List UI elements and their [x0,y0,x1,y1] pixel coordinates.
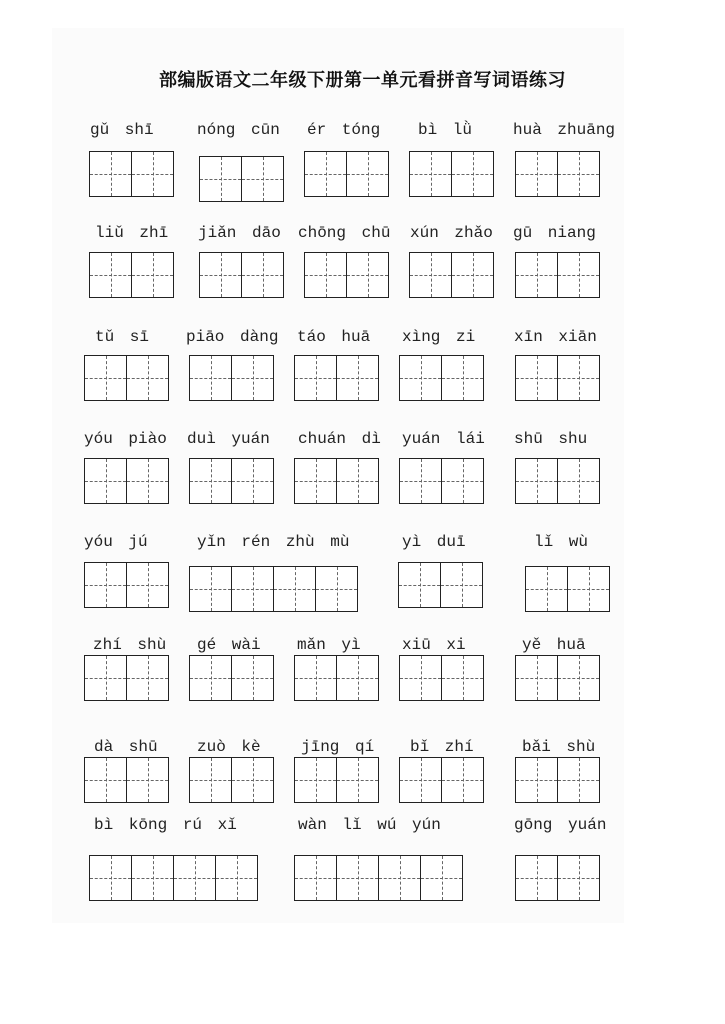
pinyin-label: piāo dàng [186,328,279,346]
writing-cell [336,758,378,802]
pinyin-label: bì kōng rú xǐ [94,816,237,834]
writing-cell [557,758,599,802]
writing-cell [557,253,599,297]
pinyin-label: mǎn yì [297,636,361,654]
pinyin-label: gé wài [197,636,261,654]
writing-grid [409,252,494,298]
writing-grid [399,757,484,803]
writing-grid [515,655,600,701]
writing-cell [557,856,599,900]
writing-cell [557,356,599,400]
writing-grid [515,252,600,298]
writing-cell [131,856,173,900]
writing-cell [400,656,441,700]
pinyin-label: bǐ zhí [410,738,474,756]
writing-grid [189,655,274,701]
pinyin-label: huà zhuāng [513,121,616,139]
writing-cell [400,459,441,503]
writing-grid [294,655,379,701]
worksheet-title: 部编版语文二年级下册第一单元看拼音写词语练习 [159,70,566,91]
writing-grid [515,855,600,901]
writing-cell [336,459,378,503]
writing-grid [84,757,169,803]
writing-grid [89,855,258,901]
writing-cell [516,656,557,700]
writing-cell [567,567,609,611]
pinyin-label: tǔ sī [95,328,150,346]
writing-cell [231,567,273,611]
pinyin-label: gū niang [513,224,596,242]
writing-grid [294,757,379,803]
writing-cell [441,459,483,503]
writing-grid [304,252,389,298]
writing-cell [131,152,173,196]
pinyin-label: ér tóng [307,121,381,139]
pinyin-label: táo huā [297,328,371,346]
writing-cell [346,152,388,196]
writing-grid [84,562,169,608]
writing-cell [90,856,131,900]
writing-cell [516,758,557,802]
writing-grid [294,355,379,401]
writing-cell [557,152,599,196]
writing-cell [126,563,168,607]
writing-cell [273,567,315,611]
writing-grid [199,252,284,298]
pinyin-label: nóng cūn [197,121,280,139]
writing-cell [190,567,231,611]
writing-cell [85,758,126,802]
pinyin-label: lǐ wù [534,533,589,551]
writing-cell [410,253,451,297]
pinyin-label: yóu piào [84,430,167,448]
pinyin-label: yóu jú [84,533,148,551]
pinyin-label: yuán lái [402,430,485,448]
pinyin-label: chōng chū [298,224,391,242]
writing-cell [295,356,336,400]
writing-cell [85,459,126,503]
writing-grid [515,151,600,197]
writing-cell [231,758,273,802]
writing-grid [399,458,484,504]
writing-cell [190,459,231,503]
writing-cell [90,253,131,297]
writing-cell [85,656,126,700]
writing-cell [295,656,336,700]
writing-grid [304,151,389,197]
writing-grid [525,566,610,612]
pinyin-label: wàn lǐ wú yún [298,816,441,834]
writing-grid [399,355,484,401]
writing-cell [451,253,493,297]
writing-cell [231,656,273,700]
writing-cell [131,253,173,297]
writing-cell [378,856,420,900]
writing-cell [126,656,168,700]
writing-cell [85,563,126,607]
writing-cell [516,152,557,196]
writing-cell [451,152,493,196]
pinyin-label: yě huā [522,636,586,654]
writing-cell [526,567,567,611]
writing-cell [231,459,273,503]
writing-cell [295,459,336,503]
writing-grid [409,151,494,197]
writing-cell [190,356,231,400]
writing-cell [410,152,451,196]
writing-cell [441,758,483,802]
writing-grid [84,655,169,701]
writing-cell [336,656,378,700]
pinyin-label: duì yuán [187,430,270,448]
writing-grid [399,655,484,701]
writing-cell [190,656,231,700]
writing-grid [84,458,169,504]
pinyin-label: liǔ zhī [95,224,169,242]
pinyin-label: yì duī [402,533,466,551]
pinyin-label: gǔ shī [90,121,154,139]
pinyin-label: xiū xi [402,636,466,654]
writing-cell [190,758,231,802]
writing-cell [200,157,241,201]
writing-cell [557,459,599,503]
writing-cell [295,856,336,900]
writing-grid [515,458,600,504]
pinyin-label: jiǎn dāo [198,224,281,242]
writing-grid [189,458,274,504]
pinyin-label: chuán dì [298,430,381,448]
pinyin-label: xìng zi [402,328,476,346]
writing-cell [200,253,241,297]
writing-grid [398,562,483,608]
pinyin-label: zuò kè [197,738,261,756]
writing-cell [346,253,388,297]
pinyin-label: bì lǜ [418,121,473,139]
writing-cell [231,356,273,400]
writing-cell [295,758,336,802]
writing-grid [199,156,284,202]
writing-grid [189,566,358,612]
writing-grid [515,355,600,401]
writing-cell [241,253,283,297]
writing-cell [126,459,168,503]
pinyin-label: zhí shù [93,636,167,654]
writing-grid [189,355,274,401]
pinyin-label: xún zhǎo [410,224,493,242]
writing-cell [420,856,462,900]
writing-cell [305,152,346,196]
writing-cell [400,758,441,802]
writing-cell [516,856,557,900]
writing-grid [294,458,379,504]
writing-cell [173,856,215,900]
writing-cell [85,356,126,400]
pinyin-label: bǎi shù [522,738,596,756]
writing-grid [189,757,274,803]
writing-cell [305,253,346,297]
writing-grid [515,757,600,803]
writing-cell [440,563,482,607]
pinyin-label: yǐn rén zhù mù [197,533,350,551]
writing-cell [516,253,557,297]
writing-cell [516,356,557,400]
writing-cell [315,567,357,611]
writing-cell [516,459,557,503]
writing-cell [336,356,378,400]
writing-cell [90,152,131,196]
pinyin-label: dà shū [94,738,158,756]
pinyin-label: gōng yuán [514,816,607,834]
writing-cell [441,356,483,400]
writing-cell [336,856,378,900]
writing-cell [400,356,441,400]
writing-cell [557,656,599,700]
pinyin-label: jīng qí [301,738,375,756]
writing-cell [241,157,283,201]
writing-cell [441,656,483,700]
writing-grid [89,252,174,298]
writing-grid [84,355,169,401]
pinyin-label: shū shu [514,430,588,448]
pinyin-label: xīn xiān [514,328,597,346]
writing-cell [399,563,440,607]
writing-grid [89,151,174,197]
writing-cell [215,856,257,900]
writing-grid [294,855,463,901]
writing-cell [126,356,168,400]
writing-cell [126,758,168,802]
